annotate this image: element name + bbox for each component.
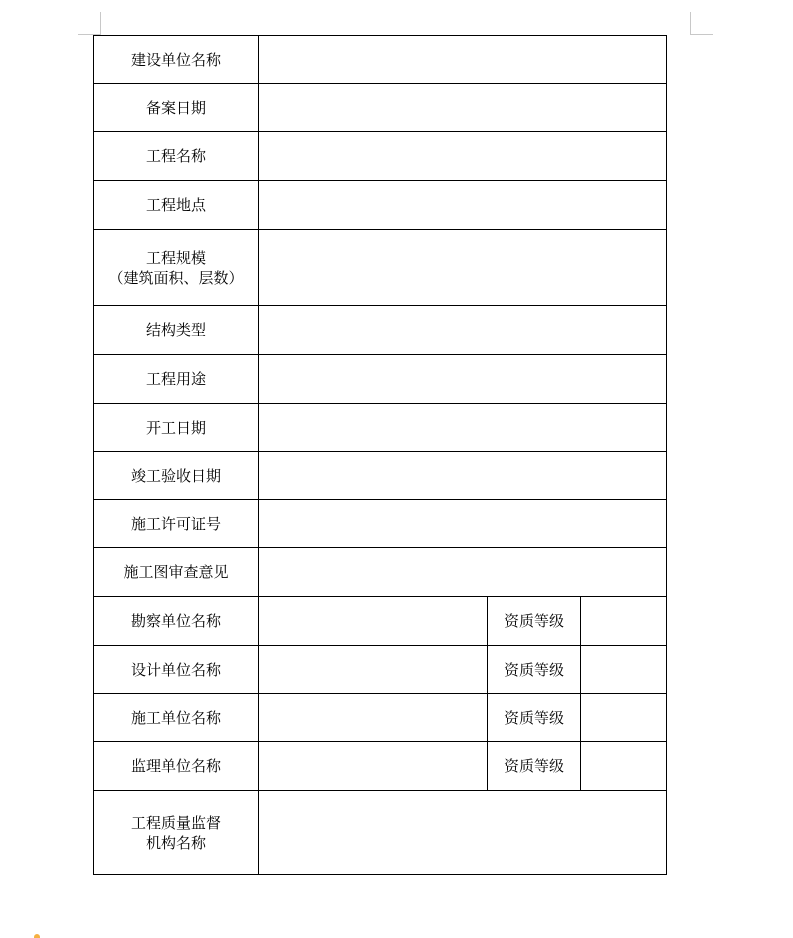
field-value-drawing-review-opinion[interactable]: [259, 548, 667, 597]
field-value-start-date[interactable]: [259, 404, 667, 452]
field-value-survey-unit[interactable]: [259, 597, 488, 646]
filing-form-table: [93, 35, 667, 875]
field-label-construction-permit-no: 施工许可证号: [94, 500, 259, 548]
field-value-contractor-unit[interactable]: [259, 694, 488, 742]
field-label-project-name: 工程名称: [94, 132, 259, 181]
field-label-project-use: 工程用途: [94, 355, 259, 404]
table-row: [94, 500, 667, 548]
field-value-project-use[interactable]: [259, 355, 667, 404]
field-label-quality-supervision-agency-line2: 机构名称: [145, 833, 206, 852]
field-value-supervision-unit[interactable]: [259, 742, 488, 791]
qualification-value-supervision[interactable]: [581, 742, 667, 791]
field-value-structure-type[interactable]: [259, 306, 667, 355]
page-corner-mark-top-right: [690, 12, 713, 35]
field-label-project-location: 工程地点: [94, 181, 259, 230]
table-row: [94, 646, 667, 694]
table-row: [94, 742, 667, 791]
table-row: [94, 181, 667, 230]
field-label-project-scale: [94, 230, 259, 306]
table-row: [94, 230, 667, 306]
field-label-project-scale-line2: （建筑面积、层数）: [108, 268, 244, 287]
table-row: [94, 306, 667, 355]
table-row: [94, 597, 667, 646]
table-row: [94, 548, 667, 597]
qualification-label-contractor: 资质等级: [488, 694, 581, 742]
field-label-contractor-unit: 施工单位名称: [94, 694, 259, 742]
qualification-value-design[interactable]: [581, 646, 667, 694]
table-row: [94, 452, 667, 500]
field-value-project-scale[interactable]: [259, 230, 667, 306]
field-label-structure-type: 结构类型: [94, 306, 259, 355]
qualification-label-survey: 资质等级: [488, 597, 581, 646]
field-label-design-unit: 设计单位名称: [94, 646, 259, 694]
qualification-value-contractor[interactable]: [581, 694, 667, 742]
field-label-project-scale-line1: 工程规模: [145, 248, 206, 267]
field-value-design-unit[interactable]: [259, 646, 488, 694]
field-value-project-location[interactable]: [259, 181, 667, 230]
field-value-filing-date[interactable]: [259, 84, 667, 132]
table-row: [94, 84, 667, 132]
field-value-construction-permit-no[interactable]: [259, 500, 667, 548]
qualification-value-survey[interactable]: [581, 597, 667, 646]
field-label-filing-date: 备案日期: [94, 84, 259, 132]
field-value-project-name[interactable]: [259, 132, 667, 181]
table-row: [94, 791, 667, 875]
field-value-completion-acceptance-date[interactable]: [259, 452, 667, 500]
field-label-quality-supervision-agency: [94, 791, 259, 875]
field-label-supervision-unit: 监理单位名称: [94, 742, 259, 791]
field-label-completion-acceptance-date: 竣工验收日期: [94, 452, 259, 500]
table-row: [94, 404, 667, 452]
table-row: [94, 132, 667, 181]
table-row: [94, 694, 667, 742]
field-label-start-date: 开工日期: [94, 404, 259, 452]
field-value-construction-unit[interactable]: [259, 36, 667, 84]
margin-marker: [34, 934, 40, 938]
qualification-label-design: 资质等级: [488, 646, 581, 694]
table-row: [94, 36, 667, 84]
field-label-quality-supervision-agency-line1: 工程质量监督: [130, 813, 221, 832]
field-label-construction-unit: 建设单位名称: [94, 36, 259, 84]
qualification-label-supervision: 资质等级: [488, 742, 581, 791]
table-row: [94, 355, 667, 404]
field-label-survey-unit: 勘察单位名称: [94, 597, 259, 646]
field-label-drawing-review-opinion: 施工图审查意见: [94, 548, 259, 597]
page-corner-mark-top-left: [78, 12, 101, 35]
field-value-quality-supervision-agency[interactable]: [259, 791, 667, 875]
